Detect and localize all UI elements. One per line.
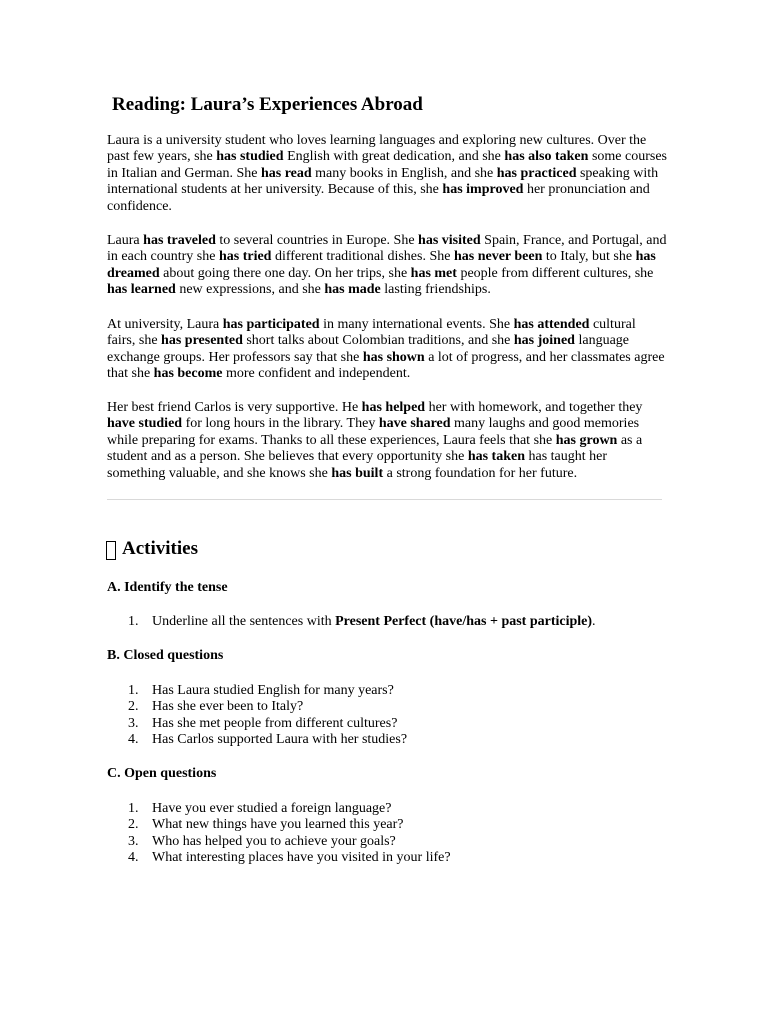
page-title: Reading: Laura’s Experiences Abroad — [112, 94, 423, 115]
bold-phrase: has grown — [555, 432, 618, 448]
bold-phrase: has studied — [216, 149, 284, 165]
reading-paragraph-3: At university, Laura has participated in many international events. She has attended cultural fairs, she has presented short talks about Colombian traditions, and she has joined language exchange groups. Her professors say that she has shown a lot of progress, and her classmates agree that she has become more confident and independent. — [107, 317, 665, 382]
list-item-text: Has Carlos supported Laura with her studies? — [152, 732, 408, 748]
reading-paragraph-1: Laura is a university student who loves learning languages and exploring new cultures. Over the past few years, she has studied English with great dedication, and she has also taken some courses in Italian and German. She has read many books in English, and she has practiced speaking with international students at her university. Because of this, she has improved her pronunciation and confidence. — [107, 133, 667, 214]
list-number: 2. — [128, 817, 139, 833]
bold-phrase: has learned — [107, 282, 176, 298]
bold-phrase: has improved — [442, 182, 524, 198]
list-item — [0, 683, 407, 699]
list-number: 4. — [128, 732, 139, 748]
bold-phrase: has traveled — [143, 233, 216, 248]
list-item — [0, 801, 451, 817]
bold-phrase: has never been — [453, 249, 543, 265]
bold-phrase: has presented — [161, 333, 243, 349]
bold-phrase: has attended — [513, 317, 590, 332]
section-c-list — [0, 801, 451, 867]
bold-phrase: has participated — [222, 317, 320, 332]
activities-heading — [106, 537, 198, 561]
bold-phrase: Present Perfect (have/has + past participle) — [335, 614, 593, 629]
list-number: 2. — [128, 699, 139, 715]
list-item — [0, 834, 451, 850]
list-item — [0, 732, 407, 748]
bold-phrase: has dreamed — [107, 249, 656, 281]
list-number: 1. — [128, 614, 139, 629]
bold-phrase: has made — [324, 282, 381, 298]
list-number: 3. — [128, 715, 139, 731]
bold-phrase: has visited — [418, 233, 481, 248]
section-a-title: A. Identify the tense — [107, 580, 228, 595]
bold-phrase: has built — [331, 465, 384, 481]
section-a-list — [0, 614, 596, 630]
section-b-list — [0, 683, 407, 749]
list-item-text: Has Laura studied English for many years? — [152, 683, 394, 698]
list-number: 3. — [128, 833, 139, 849]
list-item-text: Has she ever been to Italy? — [152, 699, 304, 715]
bold-phrase: has shown — [362, 349, 425, 365]
list-item-text: Underline all the sentences with Present Perfect (have/has + past participle). — [152, 614, 596, 629]
list-number: 4. — [128, 850, 139, 866]
bold-phrase: has tried — [218, 249, 272, 265]
bold-phrase: has read — [260, 165, 312, 181]
bold-phrase: has taken — [467, 449, 525, 465]
list-item — [0, 850, 451, 866]
bold-phrase: has helped — [361, 400, 426, 415]
list-number: 1. — [128, 801, 139, 816]
list-item — [0, 817, 451, 833]
bold-phrase: have shared — [378, 416, 451, 432]
missing-glyph-icon — [106, 541, 116, 560]
section-c-title: C. Open questions — [107, 766, 217, 781]
list-item-text: What interesting places have you visited in your life? — [152, 850, 451, 866]
bold-phrase: has also taken — [504, 149, 589, 165]
list-item-text: What new things have you learned this year? — [152, 817, 404, 833]
bold-phrase: has joined — [513, 333, 575, 349]
list-item — [0, 699, 407, 715]
section-divider — [107, 499, 662, 500]
list-item-text: Have you ever studied a foreign language? — [152, 801, 392, 816]
bold-phrase: has met — [410, 265, 457, 281]
section-b-title: B. Closed questions — [107, 648, 224, 663]
reading-paragraph-4: Her best friend Carlos is very supportive. He has helped her with homework, and together they have studied for long hours in the library. They have shared many laughs and good memories while preparing for exams. Thanks to all these experiences, Laura feels that she has grown as a student and as a person. She believes that every opportunity she has taken has taught her something valuable, and she knows she has built a strong foundation for her future. — [107, 400, 643, 481]
list-item — [0, 716, 407, 732]
bold-phrase: have studied — [107, 416, 183, 432]
activities-heading-text: Activities — [122, 538, 198, 559]
list-item-text: Has she met people from different cultures? — [152, 715, 398, 731]
list-number: 1. — [128, 683, 139, 698]
list-item — [0, 614, 596, 630]
bold-phrase: has practiced — [496, 165, 577, 181]
bold-phrase: has become — [153, 366, 223, 382]
reading-paragraph-2: Laura has traveled to several countries in Europe. She has visited Spain, France, and Portugal, and in each country she has tried different traditional dishes. She has never been to Italy, but she has dreamed about going there one day. On her trips, she has met people from different cultures, she has learned new expressions, and she has made lasting friendships. — [107, 233, 667, 298]
list-item-text: Who has helped you to achieve your goals? — [152, 833, 396, 849]
